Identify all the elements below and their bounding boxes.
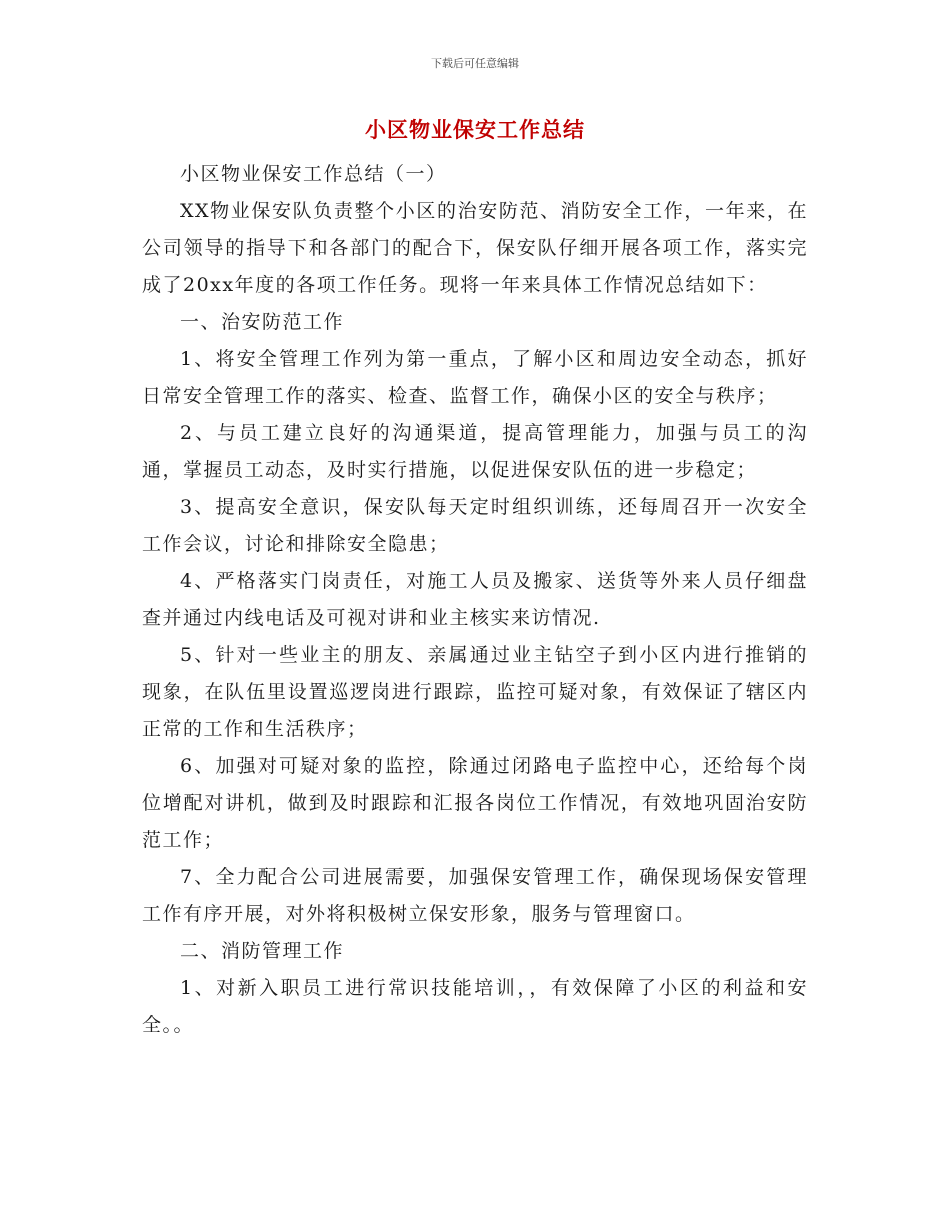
body-paragraph: 5、针对一些业主的朋友、亲属通过业主钻空子到小区内进行推销的现象，在队伍里设置巡逻岗进行跟踪，监控可疑对象，有效保证了辖区内正常的工作和生活秩序； (142, 644, 808, 740)
document-body (142, 156, 808, 1044)
body-paragraph: 4、严格落实门岗责任，对施工人员及搬家、送货等外来人员仔细盘查并通过内线电话及可视对讲和业主核实来访情况. (142, 570, 808, 629)
section-heading: 一、治安防范工作 (180, 311, 345, 333)
body-paragraph: 2、与员工建立良好的沟通渠道，提高管理能力，加强与员工的沟通，掌握员工动态，及时实行措施，以促进保安队伍的进一步稳定； (142, 422, 808, 481)
document-title: 小区物业保安工作总结 (365, 117, 585, 142)
section-heading: 二、消防管理工作 (180, 940, 345, 962)
body-paragraph: 3、提高安全意识，保安队每天定时组织训练，还每周召开一次安全工作会议，讨论和排除安全隐患； (142, 496, 808, 555)
body-paragraph: XX物业保安队负责整个小区的治安防范、消防安全工作，一年来，在公司领导的指导下和各部门的配合下，保安队仔细开展各项工作，落实完成了20xx年度的各项工作任务。现将一年来具体工作情况总结如下： (142, 200, 808, 296)
header-note: 下载后可任意编辑 (431, 57, 519, 70)
subtitle-paragraph: 小区物业保安工作总结（一） (180, 163, 447, 185)
body-paragraph: 7、全力配合公司进展需要，加强保安管理工作，确保现场保安管理工作有序开展，对外将积极树立保安形象，服务与管理窗口。 (142, 866, 808, 925)
body-paragraph: 1、对新入职员工进行常识技能培训，，有效保障了小区的利益和安全。。 (142, 977, 808, 1036)
body-paragraph: 6、加强对可疑对象的监控，除通过闭路电子监控中心，还给每个岗位增配对讲机，做到及时跟踪和汇报各岗位工作情况，有效地巩固治安防范工作； (142, 755, 808, 851)
body-paragraph: 1、将安全管理工作列为第一重点，了解小区和周边安全动态，抓好日常安全管理工作的落实、检查、监督工作，确保小区的安全与秩序； (142, 348, 808, 407)
